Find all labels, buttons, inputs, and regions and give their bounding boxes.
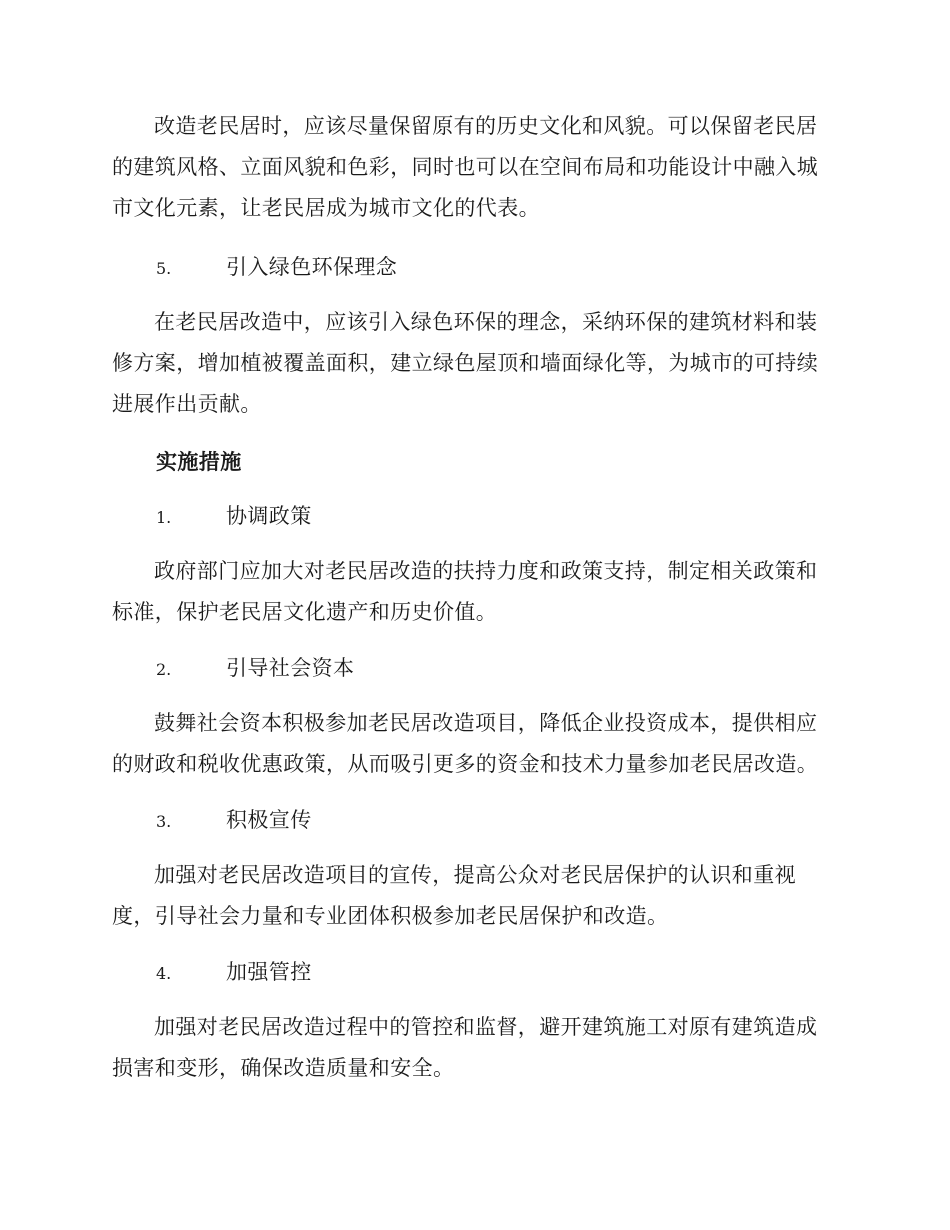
list-number: 2. <box>156 660 172 679</box>
section-heading: 实施措施 <box>156 449 242 474</box>
list-item-title: 加强管控 <box>226 960 312 984</box>
list-item-title: 积极宣传 <box>226 808 312 832</box>
list-item-title: 协调政策 <box>226 504 312 528</box>
list-number: 5. <box>156 259 172 278</box>
list-number: 1. <box>156 508 172 527</box>
list-item-title: 引入绿色环保理念 <box>226 255 398 279</box>
paragraph-supervision: 加强对老民居改造过程中的管控和监督，避开建筑施工对原有建筑造成损害和变形，确保改造质量和安全。 <box>112 1015 818 1080</box>
list-item-4 <box>156 957 312 987</box>
paragraph-preserve-culture: 改造老民居时，应该尽量保留原有的历史文化和风貌。可以保留老民居的建筑风格、立面风貌和色彩，同时也可以在空间布局和功能设计中融入城市文化元素，让老民居成为城市文化的代表。 <box>112 114 819 220</box>
paragraph-social-capital: 鼓舞社会资本积极参加老民居改造项目，降低企业投资成本，提供相应的财政和税收优惠政策，从而吸引更多的资金和技术力量参加老民居改造。 <box>112 711 819 776</box>
paragraph-publicity: 加强对老民居改造项目的宣传，提高公众对老民居保护的认识和重视度，引导社会力量和专业团体积极参加老民居保护和改造。 <box>112 863 796 928</box>
list-item-2 <box>156 653 354 683</box>
list-item-5 <box>156 252 397 282</box>
list-number: 4. <box>156 964 172 983</box>
list-number: 3. <box>156 812 172 831</box>
paragraph-green-concept: 在老民居改造中，应该引入绿色环保的理念，采纳环保的建筑材料和装修方案，增加植被覆盖面积，建立绿色屋顶和墙面绿化等，为城市的可持续进展作出贡献。 <box>112 310 819 416</box>
list-item-1 <box>156 501 312 531</box>
list-item-3 <box>156 805 312 835</box>
paragraph-policy: 政府部门应加大对老民居改造的扶持力度和政策支持，制定相关政策和标准，保护老民居文化遗产和历史价值。 <box>112 559 818 624</box>
list-item-title: 引导社会资本 <box>226 656 355 680</box>
